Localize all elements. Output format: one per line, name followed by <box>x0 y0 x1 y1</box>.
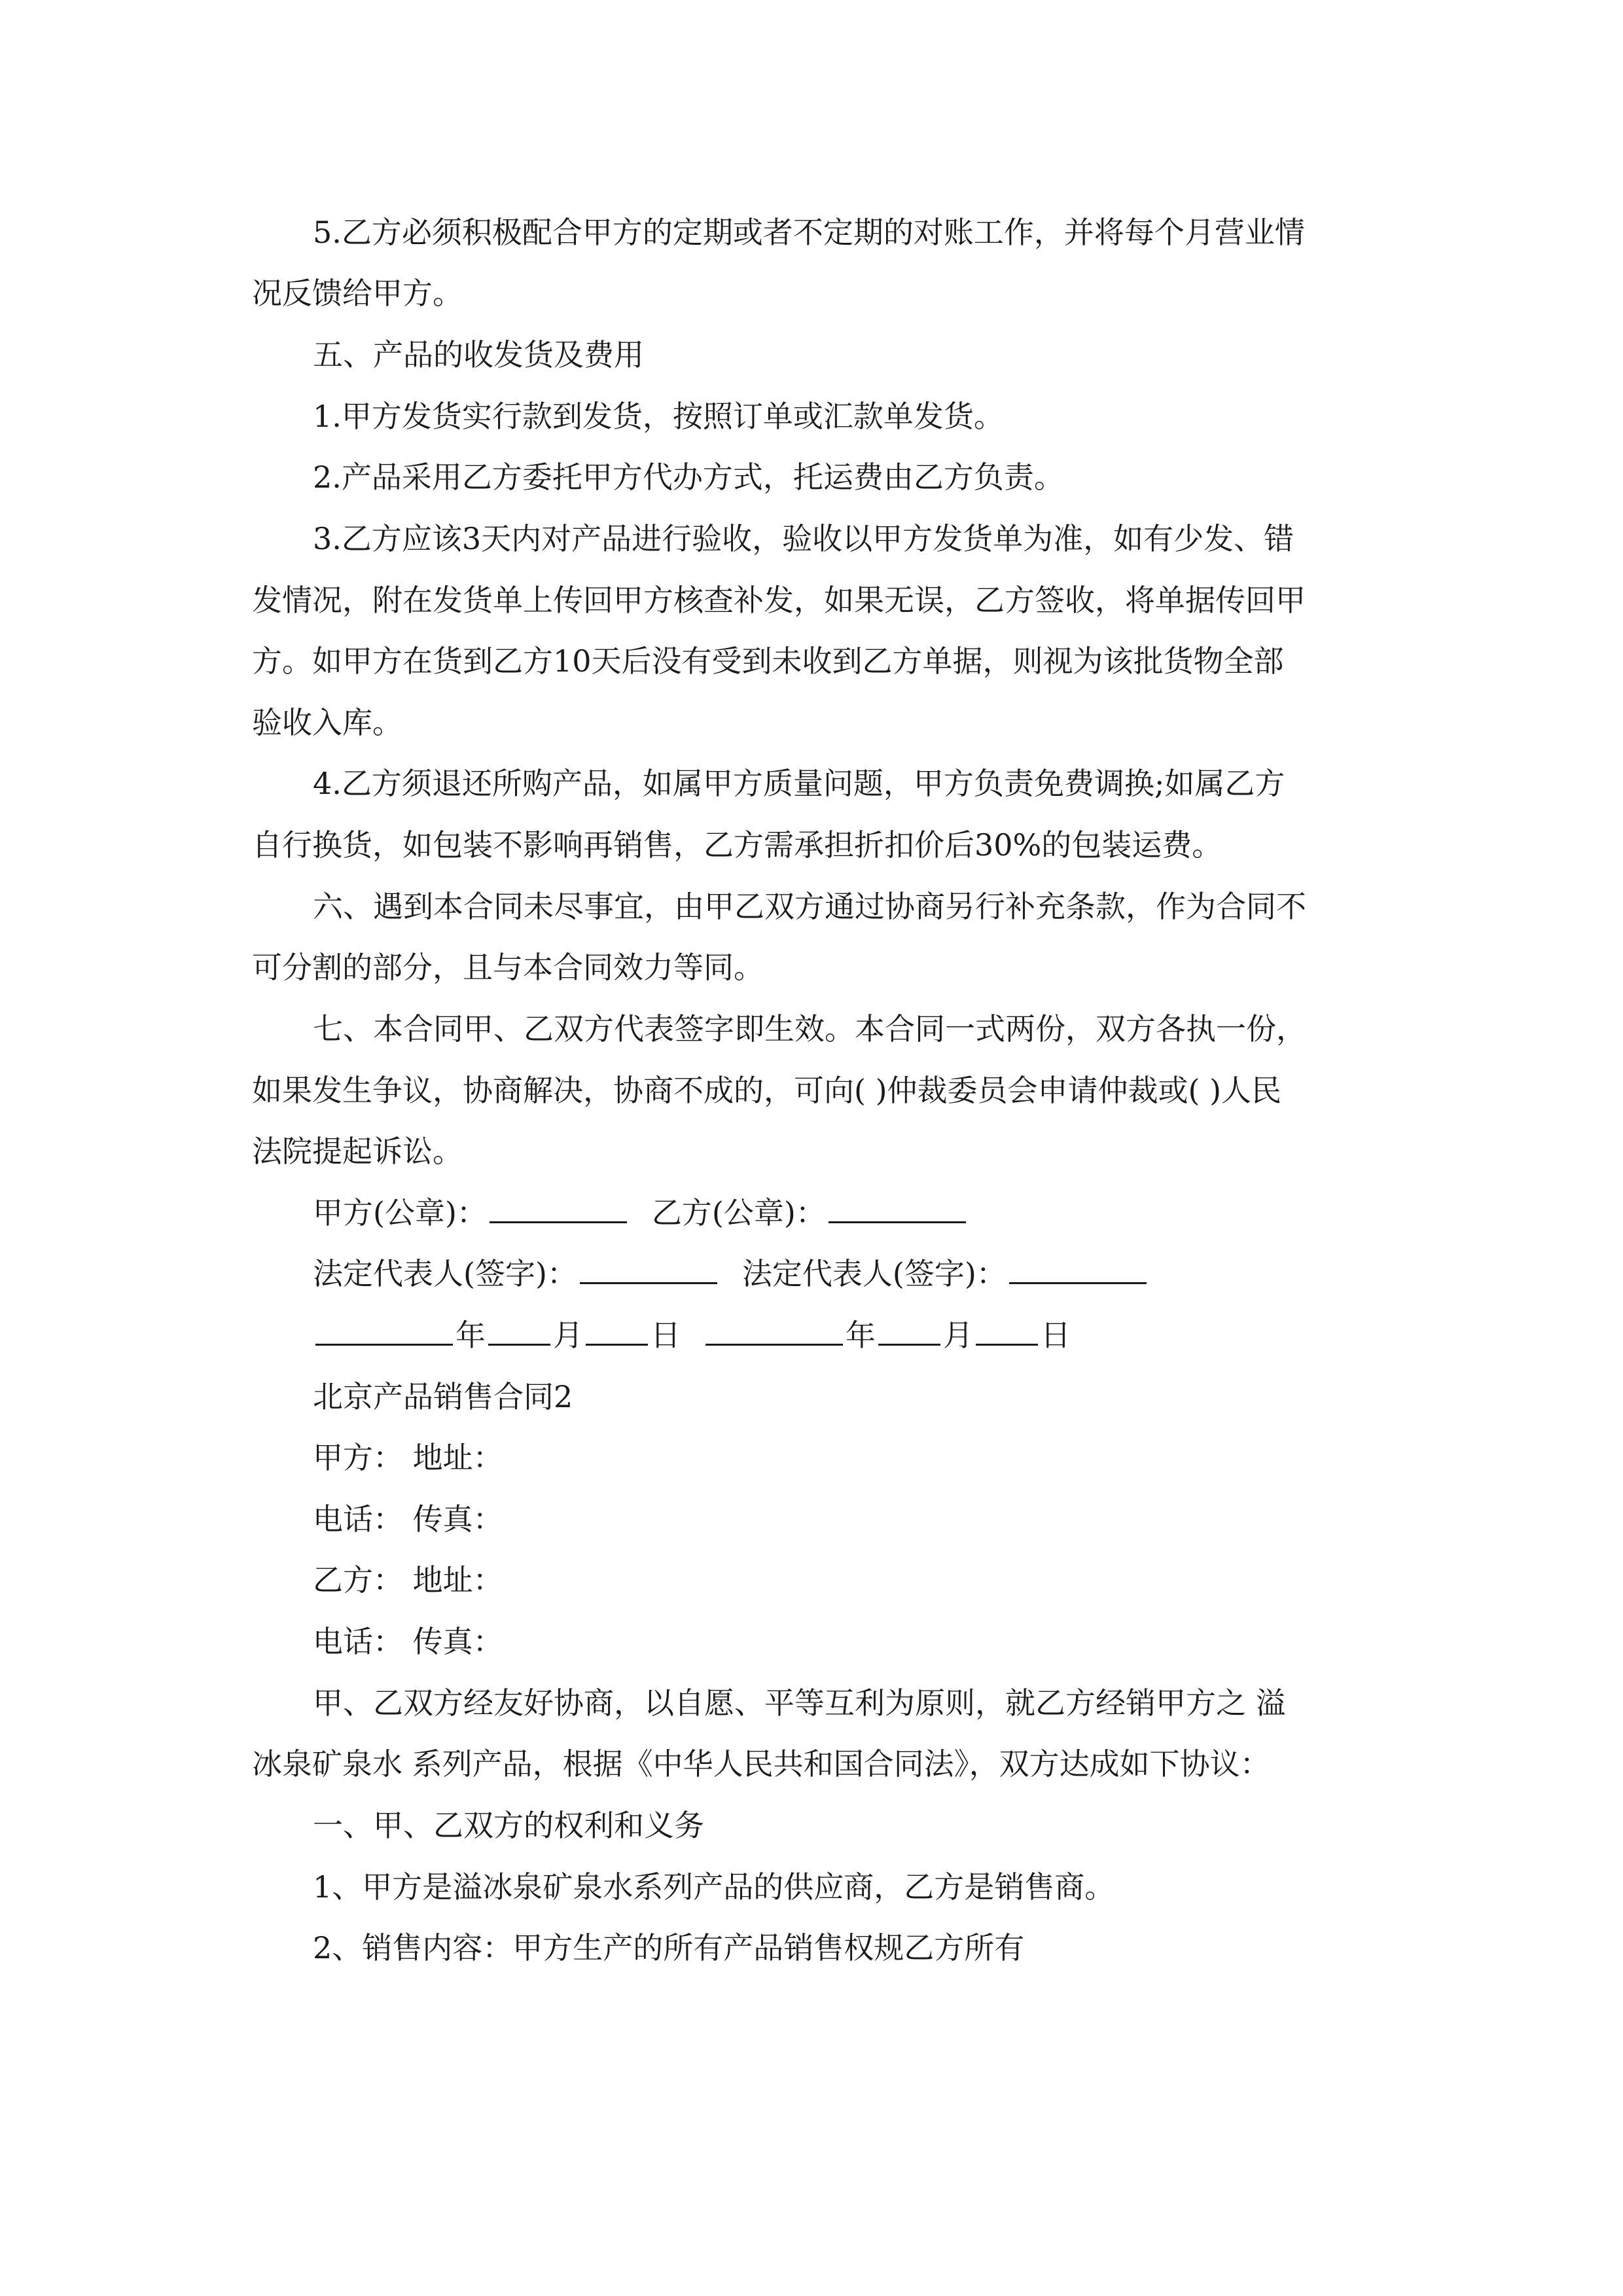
paragraph-line: 1、甲方是溢冰泉矿泉水系列产品的供应商，乙方是销售商。 <box>313 1869 1115 1905</box>
day-label-b: 日 <box>1041 1318 1071 1353</box>
day-blank-b <box>976 1318 1038 1346</box>
paragraph-line: 法院提起诉讼。 <box>252 1134 463 1169</box>
party-b-phone: 电话： 传真： <box>313 1624 503 1659</box>
month-label-b: 月 <box>943 1318 973 1353</box>
year-blank-b <box>705 1318 843 1346</box>
party-a-seal-blank <box>490 1195 627 1223</box>
section-heading: 六、遇到本合同未尽事宜，由甲乙双方通过协商另行补充条款，作为合同不 <box>313 889 1306 924</box>
paragraph-line: 冰泉矿泉水 系列产品，根据《中华人民共和国合同法》，双方达成如下协议： <box>252 1746 1270 1782</box>
party-b-seal-blank <box>829 1195 966 1223</box>
year-label-a: 年 <box>455 1318 486 1353</box>
year-label-b: 年 <box>846 1318 876 1353</box>
paragraph-line: 可分割的部分，且与本合同效力等同。 <box>252 950 764 985</box>
month-label-a: 月 <box>553 1318 583 1353</box>
paragraph-line: 如果发生争议，协商解决，协商不成的，可向( )仲裁委员会申请仲裁或( )人民 <box>252 1073 1282 1108</box>
representative-row <box>313 1254 1149 1293</box>
paragraph-line: 自行换货，如包装不影响再销售，乙方需承担折扣价后30%的包装运费。 <box>252 827 1222 863</box>
day-label-a: 日 <box>651 1318 681 1353</box>
rep-b-blank <box>1009 1256 1147 1284</box>
paragraph-line: 4.乙方须退还所购产品，如属甲方质量问题，甲方负责免费调换;如属乙方 <box>313 766 1285 801</box>
party-b-seal-label: 乙方(公章)： <box>651 1195 826 1230</box>
section-heading: 五、产品的收发货及费用 <box>313 337 644 372</box>
contract-title: 北京产品销售合同2 <box>313 1379 573 1414</box>
month-blank-b <box>878 1318 940 1346</box>
paragraph-line: 3.乙方应该3天内对产品进行验收，验收以甲方发货单为准，如有少发、错 <box>313 521 1294 556</box>
paragraph-line: 2、销售内容：甲方生产的所有产品销售权规乙方所有 <box>313 1930 1025 1965</box>
year-blank-a <box>315 1318 453 1346</box>
paragraph-line: 发情况，附在发货单上传回甲方核查补发，如果无误，乙方签收，将单据传回甲 <box>252 583 1306 618</box>
party-b-address: 乙方： 地址： <box>313 1562 503 1598</box>
paragraph-line: 2.产品采用乙方委托甲方代办方式，托运费由乙方负责。 <box>313 459 1064 495</box>
paragraph-line: 况反馈给甲方。 <box>252 276 463 311</box>
section-heading: 七、本合同甲、乙双方代表签字即生效。本合同一式两份，双方各执一份， <box>313 1011 1306 1047</box>
rep-a-label: 法定代表人(签字)： <box>313 1256 577 1291</box>
month-blank-a <box>488 1318 550 1346</box>
party-a-phone: 电话： 传真： <box>313 1501 503 1537</box>
seal-row <box>313 1193 969 1232</box>
day-blank-a <box>586 1318 648 1346</box>
section-heading: 一、甲、乙双方的权利和义务 <box>313 1808 704 1843</box>
paragraph-line: 甲、乙双方经友好协商，以自愿、平等互利为原则，就乙方经销甲方之 溢 <box>313 1685 1286 1721</box>
paragraph-line: 5.乙方必须积极配合甲方的定期或者不定期的对账工作，并将每个月营业情 <box>313 215 1305 250</box>
rep-b-label: 法定代表人(签字)： <box>741 1256 1007 1291</box>
date-row <box>313 1316 1071 1355</box>
paragraph-line: 验收入库。 <box>252 705 402 740</box>
party-a-address: 甲方： 地址： <box>313 1440 503 1475</box>
paragraph-line: 方。如甲方在货到乙方10天后没有受到未收到乙方单据，则视为该批货物全部 <box>252 643 1284 679</box>
party-a-seal-label: 甲方(公章)： <box>313 1195 487 1230</box>
rep-a-blank <box>580 1256 717 1284</box>
paragraph-line: 1.甲方发货实行款到发货，按照订单或汇款单发货。 <box>313 399 1004 434</box>
